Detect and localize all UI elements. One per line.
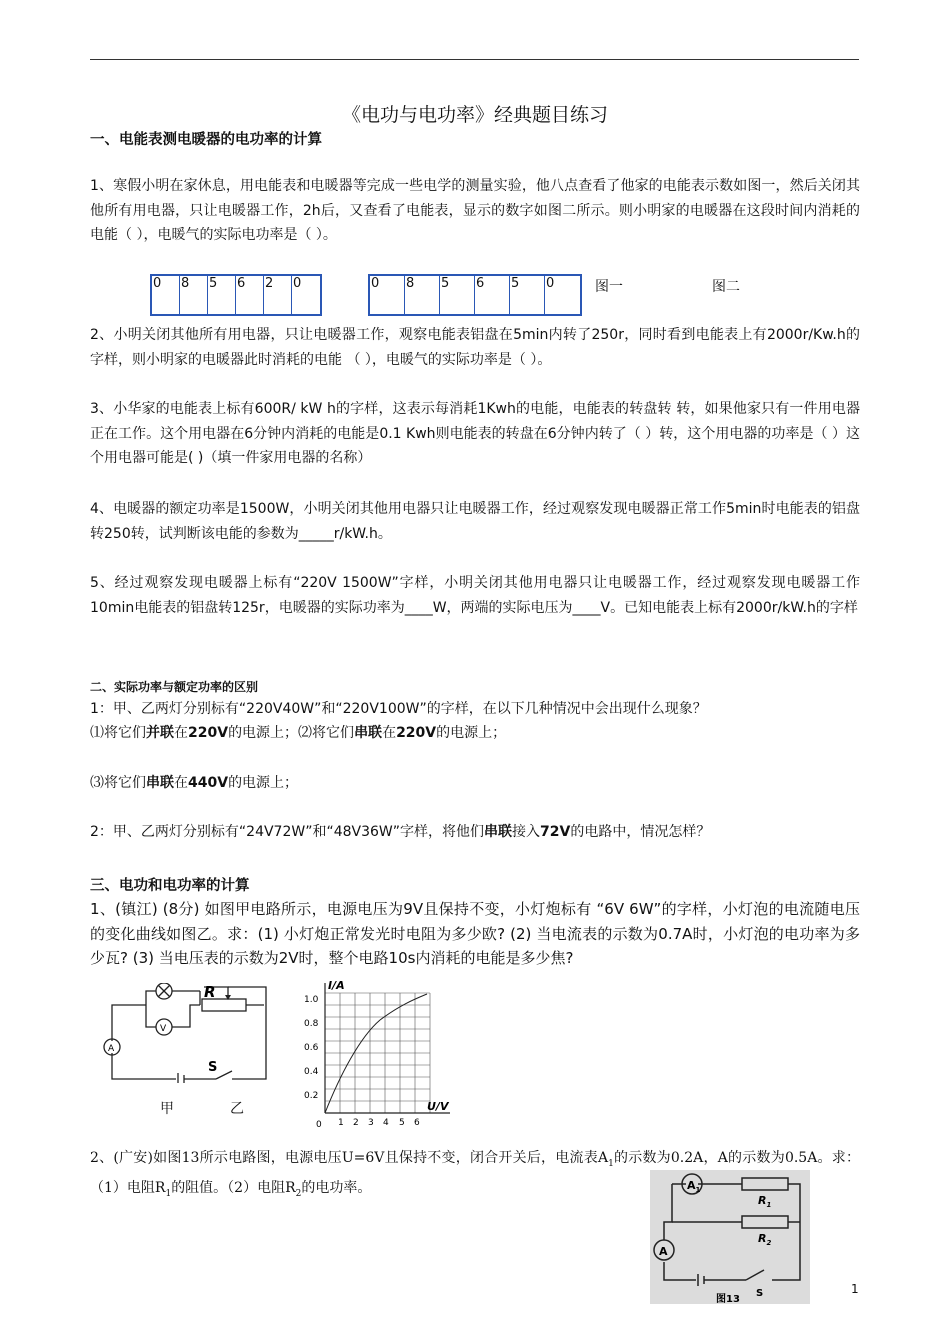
subscript: 1 xyxy=(766,1201,772,1209)
text: 2：甲、乙两灯分别标有“24V72W”和“48V36W”字样，将他们 xyxy=(90,824,485,840)
figure-yi-label: 乙 xyxy=(230,1101,244,1117)
meter-display-2 xyxy=(368,274,582,316)
text: 在 xyxy=(382,725,397,741)
text: 的电功率。 xyxy=(301,1180,372,1197)
circuit-diagram-fig13 xyxy=(650,1170,810,1304)
emphasis: 220V xyxy=(396,725,437,741)
page-title: 《电功与电功率》经典题目练习 xyxy=(341,104,608,126)
section3-heading: 三、电功和电功率的计算 xyxy=(90,878,250,894)
text: 的电路中，情况怎样？ xyxy=(570,824,711,840)
switch-s-label: S xyxy=(756,1288,764,1299)
s1-question-2: 2、小明关闭其他所有用电器，只让电暖器工作，观察电能表铝盘在5min内转了250r，同时看到电能表上有2000r/Kw.h的字样，则小明家的电暖器此时消耗的电能 （ ），电暖气的实际功率是（ ）。 xyxy=(90,327,860,368)
s3-question-1: 1、(镇江) (8分) 如图甲电路所示，电源电压为9V且保持不变，小灯炮标有 “6V 6W”的字样，小灯泡的电流随电压的变化曲线如图乙。求：(1) 小灯炮正常发光时电阻为多少欧? (2) 当电流表的示数为0.7A时，小灯泡的电功率为多少瓦? (3) 当电压表的示数为2V时，整个电路10s内消耗的电能是多少焦? xyxy=(90,900,860,967)
text: 接入 xyxy=(512,824,541,840)
meter2-digit: 5 xyxy=(440,276,475,314)
meter2-digit: 5 xyxy=(510,276,545,314)
subscript: 1 xyxy=(695,1186,701,1194)
text: ⑴将它们 xyxy=(90,725,146,741)
page-number: 1 xyxy=(851,1282,859,1296)
emphasis: 串联 xyxy=(354,725,383,741)
y-tick: 0.6 xyxy=(304,1043,319,1053)
section2-heading: 二、实际功率与额定功率的区别 xyxy=(90,680,259,694)
section1-heading: 一、电能表测电暖器的电功率的计算 xyxy=(90,132,322,148)
subscript: 1 xyxy=(608,1158,614,1169)
emphasis: 串联 xyxy=(146,775,174,791)
meter-display-1 xyxy=(150,274,322,316)
circuit-diagram-jia xyxy=(98,983,278,1083)
text: ⑶将它们 xyxy=(90,775,146,791)
s1-question-3: 3、小华家的电能表上标有600R/ kW h的字样，这表示每消耗1Kwh的电能，电能表的转盘转 转，如果他家只有一件用电器正在工作。这个用电器在6分钟内消耗的电能是0.1 Kwh则电能表的转盘在6分钟内转了（ ）转，这个用电器的功率是（ ）这个用电器可能是( )（填一件家用电器的名称） xyxy=(90,401,860,466)
header-rule xyxy=(90,59,859,60)
figure-jia-label: 甲 xyxy=(160,1101,174,1117)
emphasis: 440V xyxy=(188,775,229,791)
text: 2、(广安)如图13所示电路图，电源电压U=6V且保持不变，闭合开关后，电流表A xyxy=(90,1150,609,1166)
y-tick: 0.2 xyxy=(304,1091,319,1101)
x-axis-label: U/V xyxy=(427,1100,449,1113)
x-tick: 3 xyxy=(368,1118,374,1128)
emphasis: 并联 xyxy=(146,725,174,741)
x-tick: 6 xyxy=(414,1118,420,1128)
meter2-digit: 8 xyxy=(405,276,440,314)
s1-question-5: 5、经过观察发现电暖器上标有“220V 1500W”字样，小明关闭其他用电器只让电暖器工作，经过观察发现电暖器工作10min电能表的铝盘转125r，电暖器的实际功率为____W，两端的实际电压为____V。已知电能表上标有2000r/kW.h的字样 xyxy=(90,575,860,616)
switch-label: S xyxy=(208,1060,218,1075)
voltmeter-label: V xyxy=(160,1024,167,1034)
figure2-label: 图二 xyxy=(712,279,740,295)
y-tick: 1.0 xyxy=(304,995,319,1005)
y-tick: 0.4 xyxy=(304,1067,319,1077)
x-tick: 4 xyxy=(383,1118,389,1128)
text: 的电源上； xyxy=(436,725,507,741)
s2-question-2 xyxy=(90,820,860,845)
text: R xyxy=(758,1232,767,1245)
text: A xyxy=(687,1179,696,1192)
y-tick: 0.8 xyxy=(304,1019,319,1029)
ammeter-label: A xyxy=(108,1044,115,1054)
text: 在 xyxy=(174,725,188,741)
text: 的电源上； xyxy=(228,775,299,791)
meter2-digit: 0 xyxy=(370,276,405,314)
meter1-digit: 5 xyxy=(208,276,236,314)
ammeter-a-label: A xyxy=(659,1245,668,1258)
x-tick: 5 xyxy=(399,1118,405,1128)
figure1-label: 图一 xyxy=(595,279,623,295)
text: R xyxy=(758,1194,767,1207)
meter2-digit: 0 xyxy=(546,276,555,291)
subscript: 2 xyxy=(295,1189,302,1200)
text: 的示数为0.2A，A的示数为0.5A。求：（1）电阻R xyxy=(90,1150,860,1197)
iu-graph xyxy=(300,975,465,1133)
s1-question-1: 1、寒假小明在家休息，用电能表和电暖器等完成一些电学的测量实验，他八点查看了他家的电能表示数如图一，然后关闭其他所有用电器，只让电暖器工作，2h后，又查看了电能表，显示的数字如图二所示。则小明家的电暖器在这段时间内消耗的电能（ ），电暖气的实际电功率是（ ）。 xyxy=(90,178,860,243)
emphasis: 串联 xyxy=(484,824,513,840)
meter1-digit: 0 xyxy=(293,276,302,291)
resistor-label: R xyxy=(204,983,216,1001)
subscript: 2 xyxy=(766,1239,772,1247)
s2-question-1a xyxy=(90,721,860,746)
meter2-digit: 6 xyxy=(475,276,510,314)
meter1-digit: 0 xyxy=(152,276,180,314)
text: 的电源上；⑵将它们 xyxy=(228,725,355,741)
x-tick: 0 xyxy=(316,1120,322,1130)
x-tick: 1 xyxy=(338,1118,344,1128)
s1-question-4: 4、电暖器的额定功率是1500W，小明关闭其他用电器只让电暖器工作，经过观察发现电暖器正常工作5min时电能表的铝盘转250转，试判断该电能的参数为_____r/kW.h。 xyxy=(90,501,860,542)
s2-question-1b xyxy=(90,771,860,796)
emphasis: 220V xyxy=(188,725,229,741)
subscript: 1 xyxy=(165,1189,172,1200)
figure13-caption: 图13 xyxy=(716,1294,740,1304)
emphasis: 72V xyxy=(540,824,571,840)
text: 的阻值。（2）电阻R xyxy=(171,1180,296,1197)
meter1-digit: 6 xyxy=(236,276,264,314)
meter1-digit: 2 xyxy=(264,276,292,314)
y-axis-label: I/A xyxy=(328,979,345,992)
s2-question-1: 1：甲、乙两灯分别标有“220V40W”和“220V100W”的字样，在以下几种情况中会出现什么现象？ xyxy=(90,701,707,717)
x-tick: 2 xyxy=(353,1118,359,1128)
meter1-digit: 8 xyxy=(180,276,208,314)
text: 在 xyxy=(174,775,188,791)
